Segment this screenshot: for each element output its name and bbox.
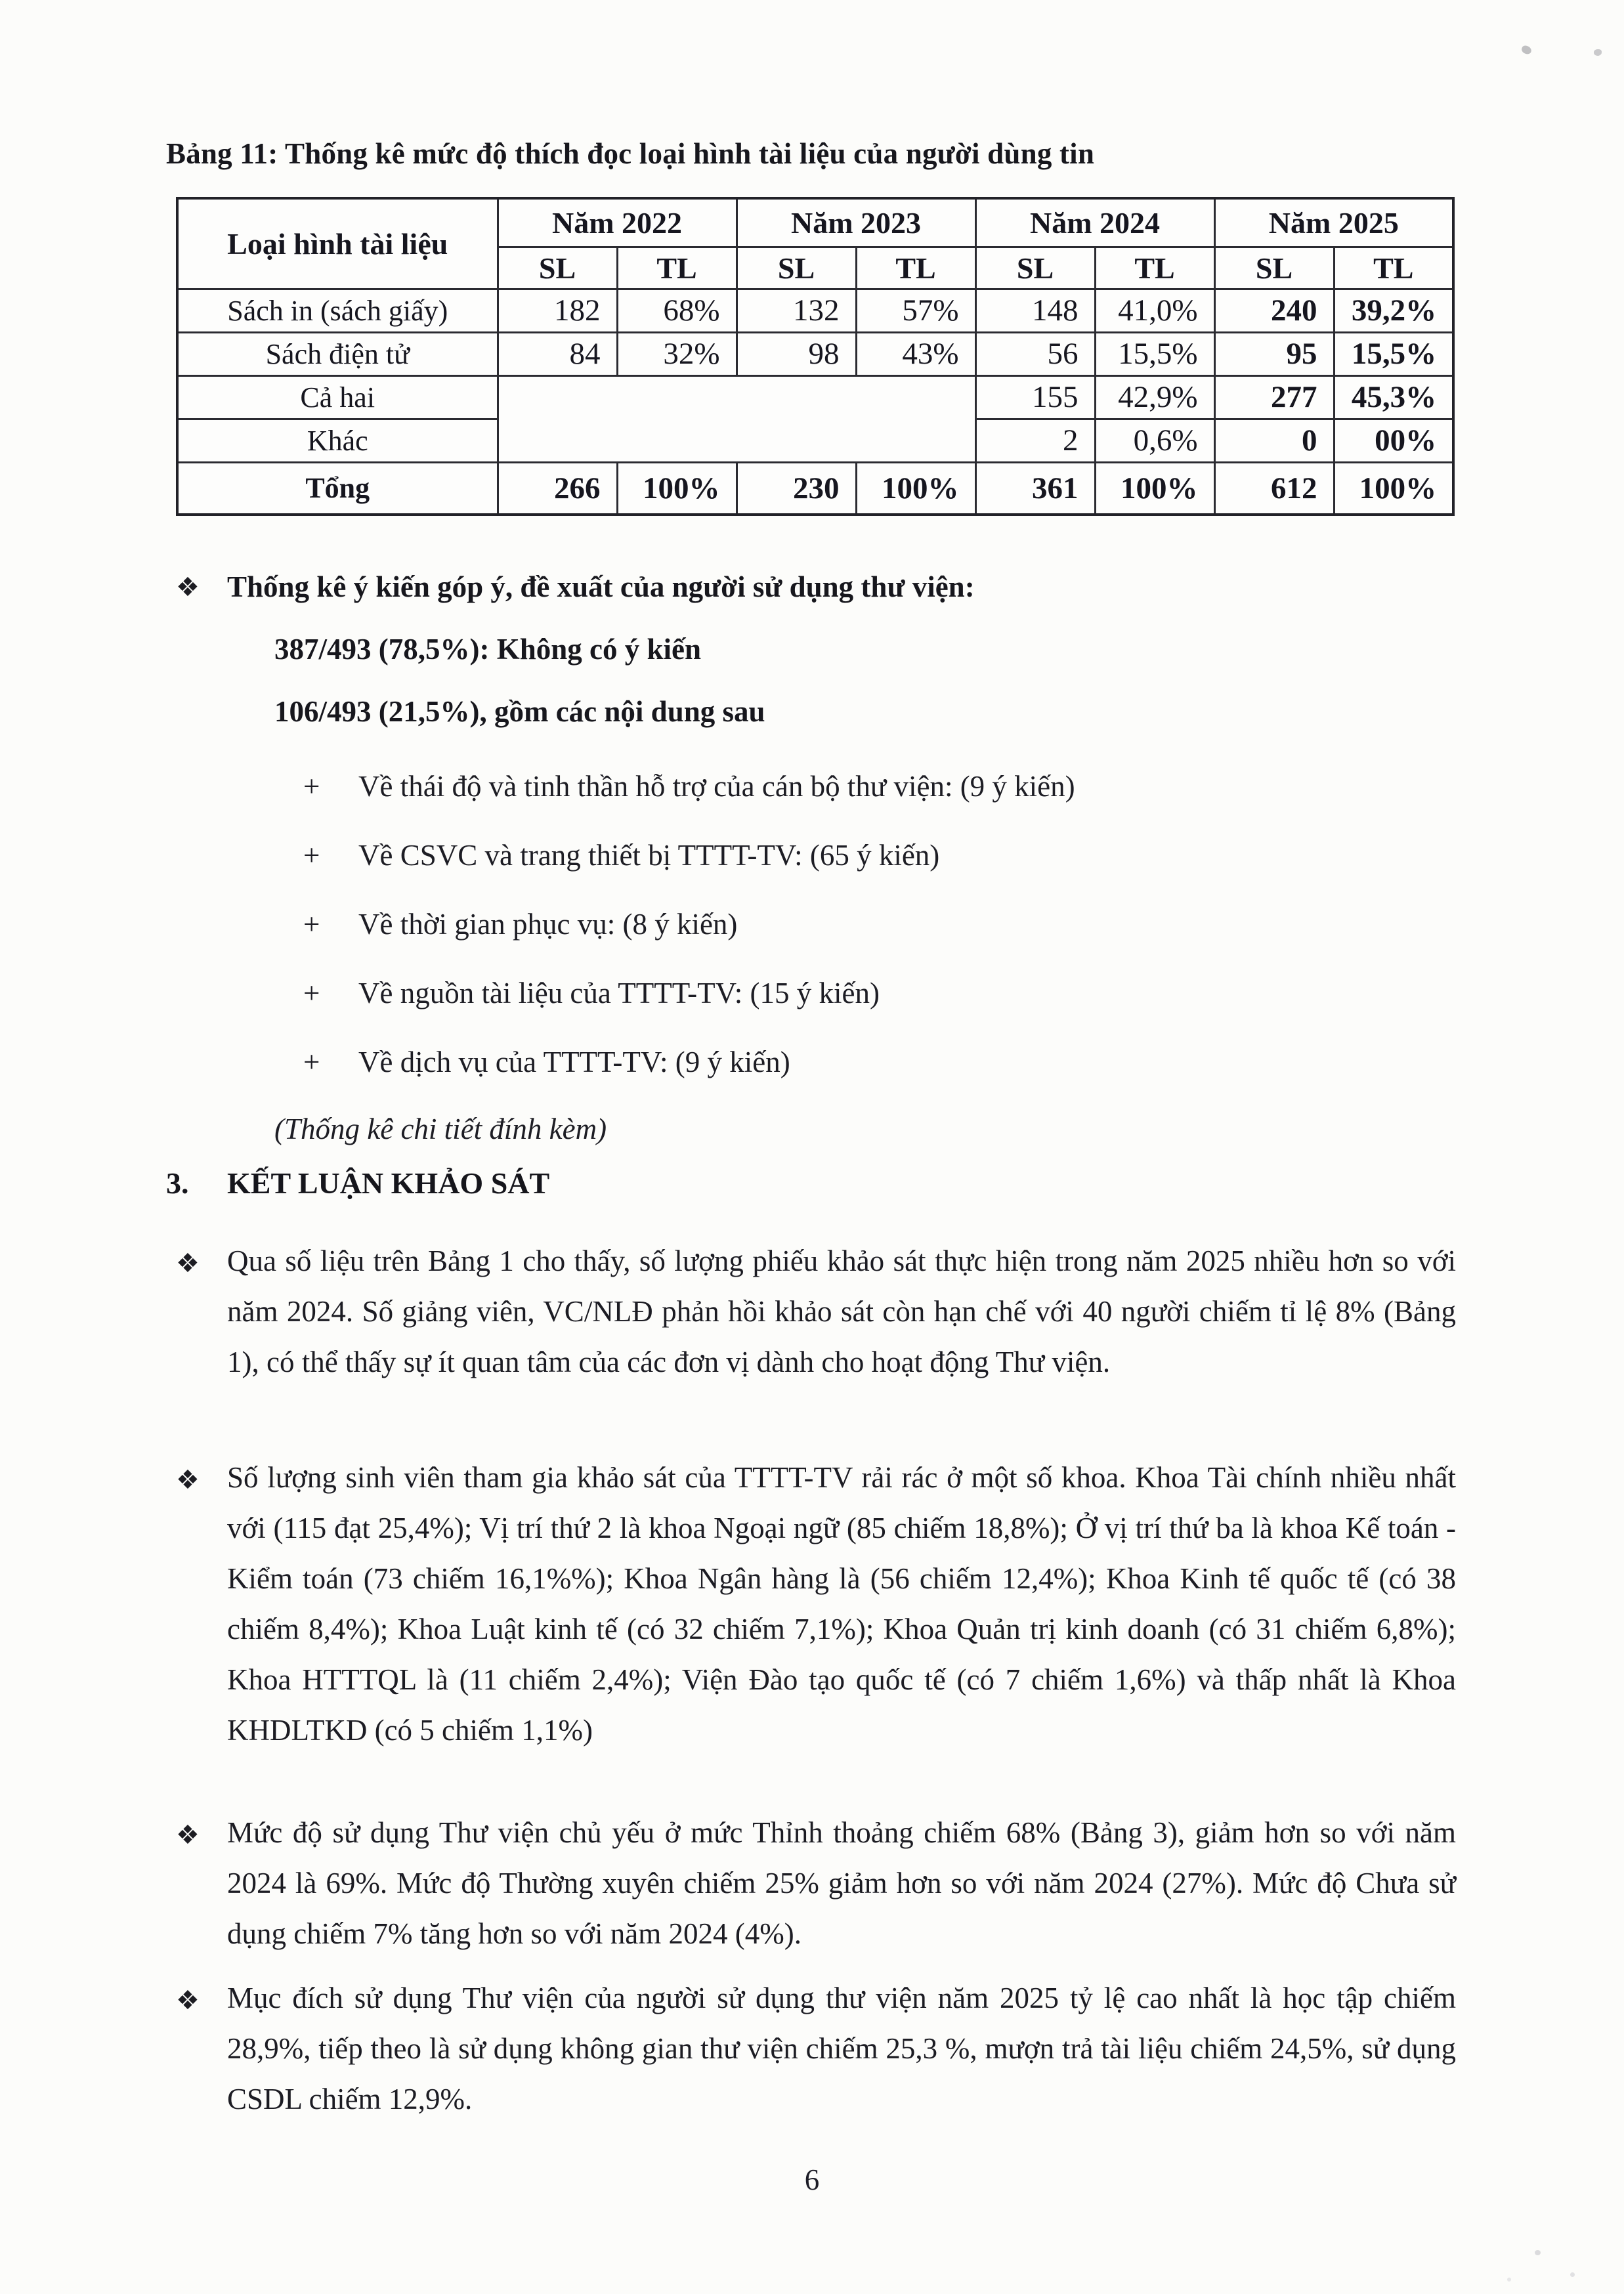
opinion-item (303, 1045, 790, 1079)
page-number: 6 (804, 2163, 820, 2196)
opinion-item-text: Về thời gian phục vụ: (8 ý kiến) (358, 908, 738, 941)
row-label: Khác (177, 419, 498, 462)
row-label: Cả hai (177, 375, 498, 419)
cell-value: 32% (617, 332, 737, 375)
cell-value: 57% (856, 289, 975, 332)
column-header-document-type: Loại hình tài liệu (177, 198, 498, 289)
subheader-sl: SL (498, 247, 617, 289)
cell-value: 2 (975, 419, 1095, 462)
cell-value: 182 (498, 289, 617, 332)
cell-value: 42,9% (1095, 375, 1214, 419)
cell-value: 15,5% (1334, 332, 1453, 375)
opinion-item (303, 769, 1075, 803)
subheader-sl: SL (975, 247, 1095, 289)
reading-preference-table (176, 197, 1455, 516)
cell-value: 100% (856, 462, 975, 515)
opinion-stat-no-comment: 387/493 (78,5%): Không có ý kiến (274, 633, 702, 666)
opinion-item (303, 907, 737, 941)
cell-value: 0 (1214, 419, 1334, 462)
plus-marker-icon: + (303, 770, 320, 803)
cell-value: 15,5% (1095, 332, 1214, 375)
conclusion-paragraph (176, 1808, 1456, 1959)
cell-value: 45,3% (1334, 375, 1453, 419)
opinion-item-text: Về dịch vụ của TTTT-TV: (9 ý kiến) (358, 1046, 790, 1078)
cell-value: 84 (498, 332, 617, 375)
subheader-sl: SL (737, 247, 856, 289)
scan-speck (1594, 49, 1602, 56)
paragraph-text: Số lượng sinh viên tham gia khảo sát của TTTT-TV rải rác ở một số khoa. Khoa Tài chính nhiều nhất với (115 đạt 25,4%); Vị trí thứ 2 là khoa Ngoại ngữ (85 chiếm 18,8%); Ở vị trí thứ ba là khoa Kế toán - Kiểm toán (73 chiếm 16,1%%); Khoa Ngân hàng là (56 chiếm 12,4%); Khoa Kinh tế quốc tế (có 38 chiếm 8,4%); Khoa Luật kinh tế (có 32 chiếm 7,1%); Khoa Quản trị kinh doanh (có 31 chiếm 6,8%); Khoa HTTTQL là (11 chiếm 2,4%); Viện Đào tạo quốc tế (có 7 chiếm 1,6%) và thấp nhất là Khoa KHDLTKD (có 5 chiếm 1,1%) (227, 1461, 1456, 1747)
diamond-bullet-icon: ❖ (176, 1248, 200, 1279)
cell-value: 148 (975, 289, 1095, 332)
cell-value: 39,2% (1334, 289, 1453, 332)
cell-value: 100% (1334, 462, 1453, 515)
opinion-stat-with-comment: 106/493 (21,5%), gồm các nội dung sau (274, 695, 765, 728)
diamond-bullet-icon: ❖ (176, 1986, 200, 2016)
paragraph-text: Qua số liệu trên Bảng 1 cho thấy, số lượng phiếu khảo sát thực hiện trong năm 2025 nhiều hơn so với năm 2024. Số giảng viên, VC/NLĐ phản hồi khảo sát còn hạn chế với 40 người chiếm tỉ lệ 8% (Bảng 1), có thể thấy sự ít quan tâm của các đơn vị dành cho hoạt động Thư viện. (227, 1244, 1456, 1378)
subheader-tl: TL (617, 247, 737, 289)
row-label: Sách điện tử (177, 332, 498, 375)
cell-value: 100% (617, 462, 737, 515)
cell-value: 266 (498, 462, 617, 515)
section-heading-conclusion (166, 1166, 549, 1200)
opinion-item (303, 976, 880, 1010)
cell-value: 56 (975, 332, 1095, 375)
plus-marker-icon: + (303, 977, 320, 1009)
cell-value: 100% (1095, 462, 1214, 515)
scan-speck (1535, 2250, 1541, 2255)
cell-value: 230 (737, 462, 856, 515)
year-header-2025: Năm 2025 (1214, 198, 1453, 247)
cell-value: 95 (1214, 332, 1334, 375)
cell-value: 00% (1334, 419, 1453, 462)
cell-value: 0,6% (1095, 419, 1214, 462)
table-row (177, 289, 1453, 332)
opinion-item-text: Về nguồn tài liệu của TTTT-TV: (15 ý kiến) (358, 977, 880, 1009)
table-row (177, 332, 1453, 375)
year-header-2024: Năm 2024 (975, 198, 1214, 247)
plus-marker-icon: + (303, 1046, 320, 1078)
opinion-item-text: Về thái độ và tinh thần hỗ trợ của cán bộ thư viện: (9 ý kiến) (358, 770, 1075, 803)
scan-speck (1570, 2272, 1575, 2277)
cell-value: 132 (737, 289, 856, 332)
plus-marker-icon: + (303, 839, 320, 872)
row-label: Tổng (177, 462, 498, 515)
subheader-sl: SL (1214, 247, 1334, 289)
conclusion-paragraph (176, 1973, 1456, 2125)
conclusion-paragraph (176, 1453, 1456, 1756)
opinion-item (303, 838, 939, 872)
cell-value: 361 (975, 462, 1095, 515)
year-header-2022: Năm 2022 (498, 198, 737, 247)
opinions-heading-text: Thống kê ý kiến góp ý, đề xuất của người sử dụng thư viện: (227, 570, 975, 603)
conclusion-paragraph (176, 1236, 1456, 1388)
paragraph-text: Mục đích sử dụng Thư viện của người sử dụng thư viện năm 2025 tỷ lệ cao nhất là học tập chiếm 28,9%, tiếp theo là sử dụng không gian thư viện chiếm 25,3 %, mượn trả tài liệu chiếm 24,5%, sử dụng CSDL chiếm 12,9%. (227, 1982, 1456, 2115)
section-number: 3. (166, 1166, 189, 1200)
cell-value: 277 (1214, 375, 1334, 419)
diamond-bullet-icon: ❖ (176, 1820, 200, 1850)
table-caption: Bảng 11: Thống kê mức độ thích đọc loại hình tài liệu của người dùng tin (166, 137, 1095, 170)
section-heading-text: KẾT LUẬN KHẢO SÁT (227, 1166, 550, 1200)
cell-value: 240 (1214, 289, 1334, 332)
cell-value: 68% (617, 289, 737, 332)
cell-value: 612 (1214, 462, 1334, 515)
cell-value: 41,0% (1095, 289, 1214, 332)
scan-speck (1507, 2278, 1511, 2282)
diamond-bullet-icon: ❖ (176, 572, 200, 603)
cell-value: 98 (737, 332, 856, 375)
year-header-2023: Năm 2023 (737, 198, 975, 247)
table-total-row (177, 462, 1453, 515)
row-label: Sách in (sách giấy) (177, 289, 498, 332)
diamond-bullet-icon: ❖ (176, 1465, 200, 1495)
subheader-tl: TL (1334, 247, 1453, 289)
scan-speck (1521, 45, 1533, 55)
cell-value: 155 (975, 375, 1095, 419)
opinion-item-text: Về CSVC và trang thiết bị TTTT-TV: (65 ý kiến) (358, 839, 940, 872)
plus-marker-icon: + (303, 908, 320, 941)
empty-merged-cell (498, 375, 975, 462)
subheader-tl: TL (1095, 247, 1214, 289)
table-row (177, 375, 1453, 419)
attachment-note: (Thống kê chi tiết đính kèm) (274, 1113, 607, 1145)
subheader-tl: TL (856, 247, 975, 289)
opinions-heading (176, 570, 1456, 604)
table-header-years-row (177, 198, 1453, 247)
cell-value: 43% (856, 332, 975, 375)
paragraph-text: Mức độ sử dụng Thư viện chủ yếu ở mức Thỉnh thoảng chiếm 68% (Bảng 3), giảm hơn so với năm 2024 là 69%. Mức độ Thường xuyên chiếm 25% giảm hơn so với năm 2024 (27%). Mức độ Chưa sử dụng chiếm 7% tăng hơn so với năm 2024 (4%). (227, 1816, 1456, 1950)
